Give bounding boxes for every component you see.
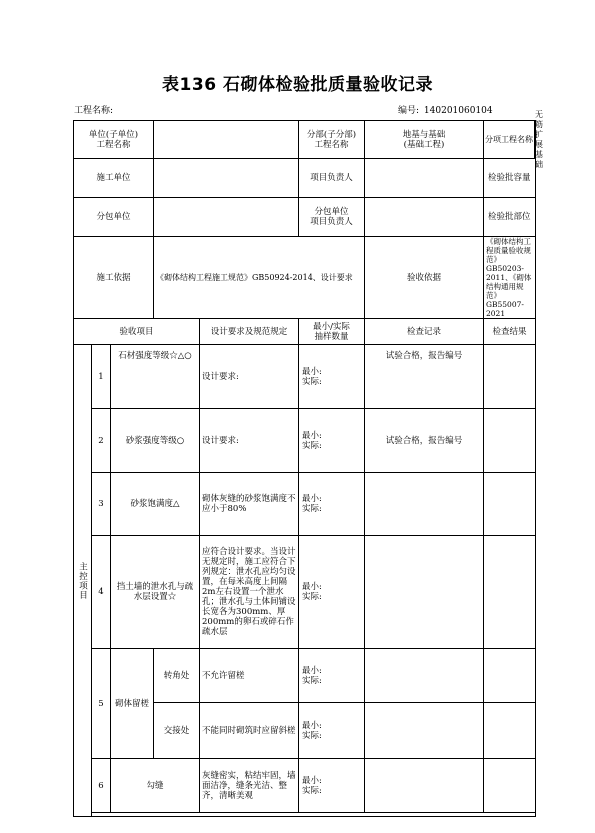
item-cell [484,109,543,169]
row-5b-requirement: 不能同时砌筑时应留斜槎 [200,703,299,759]
row-5a-sample[interactable] [299,649,365,703]
row-4-record[interactable] [365,536,484,649]
row-1-name: 石材强度等级☆△○ [111,345,200,409]
construction-unit-value[interactable] [154,159,299,198]
acceptance-basis-label: 验收依据 [365,237,484,319]
project-name-label: 工程名称: [74,106,114,116]
row-6-result[interactable] [484,759,536,813]
row-5a-min-label: 最小: [302,665,322,676]
col-record-header: 检查记录 [365,319,484,345]
row-4-result[interactable] [484,536,536,649]
row-4-sample[interactable] [299,536,365,649]
sub-unit-value[interactable] [154,198,299,237]
row-3-min-label: 最小: [302,494,322,504]
row-4-actual-label: 实际: [302,592,322,602]
row-6-record[interactable] [365,759,484,813]
row-2-record[interactable]: 试验合格，报告编号 [365,409,484,473]
subdivision-label: 分部(子分部) 工程名称 [299,121,365,159]
row-1-record[interactable]: 试验合格，报告编号 [365,345,484,409]
row-5-no: 5 [92,649,111,759]
row-2-result[interactable] [484,409,536,473]
batch-capacity-label: 检验批容量 [484,159,536,197]
row-5b-actual-label: 实际: [302,730,322,741]
row-4-min-label: 最小: [302,582,322,592]
batch-location-label: 检验批部位 [484,198,536,236]
row-5b-result[interactable] [484,703,536,759]
row-1-result[interactable] [484,345,536,409]
row-1-sample[interactable] [299,345,365,409]
project-manager-label: 项目负责人 [299,159,365,198]
row-5-name: 砌体留槎 [111,649,154,759]
row-6-name: 勾缝 [111,759,200,813]
row-2-sample[interactable] [299,409,365,473]
construction-unit-label: 施工单位 [74,159,154,198]
row-3-no: 3 [92,473,111,536]
row-4-no: 4 [92,536,111,649]
table-bottom-edge [92,813,536,817]
row-3-result[interactable] [484,473,536,536]
col-item-header: 验收项目 [74,319,200,345]
row-6-actual-label: 实际: [302,785,322,796]
row-5b-record[interactable] [365,703,484,759]
row-2-name: 砂浆强度等级○ [111,409,200,473]
row-2-no: 2 [92,409,111,473]
row-6-no: 6 [92,759,111,813]
page-title: 表136 石砌体检验批质量验收记录 [162,75,433,95]
row-5b-min-label: 最小: [302,720,322,731]
unit-name-label: 单位(子单位) 工程名称 [74,121,154,159]
row-3-name: 砂浆饱满度△ [111,473,200,536]
row-1-requirement: 设计要求: [200,345,299,409]
main-control-label: 主控项目 [77,561,88,600]
sub-unit-label: 分包单位 [74,198,154,237]
row-3-sample[interactable] [299,473,365,536]
row-3-requirement: 砌体灰缝的砂浆饱满度不应小于80% [200,473,299,536]
row-4-requirement: 应符合设计要求。当设计无规定时，施工应符合下列规定：泄水孔应均匀设置，在每米高度上间隔2m左右设置一个泄水孔；泄水孔与土体间铺设长宽各为300mm、厚200mm的卵石或碎石作疏水层 [200,536,299,649]
row-5b-subname: 交接处 [154,703,200,759]
row-1-actual-label: 实际: [302,376,322,387]
row-4-name: 挡土墙的泄水孔与疏水层设置☆ [111,536,200,649]
batch-capacity-cell [484,159,536,198]
col-result-header: 检查结果 [484,319,536,345]
sub-manager-value[interactable] [365,198,484,237]
row-5a-result[interactable] [484,649,536,703]
main-control-group [74,345,92,817]
project-manager-value[interactable] [365,159,484,198]
construction-basis-label: 施工依据 [74,237,154,319]
item-name-value: 无筋扩展基础 [535,109,543,169]
subdivision-value: 地基与基础 (基础工程) [365,121,484,159]
row-5b-sample[interactable] [299,703,365,759]
row-5a-actual-label: 实际: [302,675,322,686]
construction-basis-value: 《砌体结构工程施工规范》GB50924-2014、设计要求 [154,237,365,319]
serial-label: 编号: [398,106,420,116]
row-5a-subname: 转角处 [154,649,200,703]
row-5a-record[interactable] [365,649,484,703]
row-2-actual-label: 实际: [302,440,322,451]
serial-number [396,103,493,116]
col-sample-header: 最小/实际 抽样数量 [299,319,365,345]
serial-value: 140201060104 [423,106,493,116]
item-name-label: 分项工程名称 [484,121,535,158]
row-6-requirement: 灰缝密实，粘结牢固，墙面洁净，缝条光洁、整齐，清晰美观 [200,759,299,813]
unit-name-value[interactable] [154,121,299,159]
row-2-min-label: 最小: [302,430,322,441]
row-2-requirement: 设计要求: [200,409,299,473]
row-5a-requirement: 不允许留槎 [200,649,299,703]
acceptance-basis-value: 《砌体结构工程质量验收规范》GB50203-2011、《砌体结构通用规范》GB55007-2021 [484,237,536,319]
col-requirement-header: 设计要求及规范规定 [200,319,299,345]
sub-manager-label: 分包单位 项目负责人 [299,198,365,237]
row-1-min-label: 最小: [302,366,322,377]
batch-location-cell [484,198,536,237]
row-6-min-label: 最小: [302,775,322,786]
row-1-no: 1 [92,345,111,409]
row-3-actual-label: 实际: [302,504,322,514]
row-6-sample[interactable] [299,759,365,813]
row-3-record[interactable] [365,473,484,536]
